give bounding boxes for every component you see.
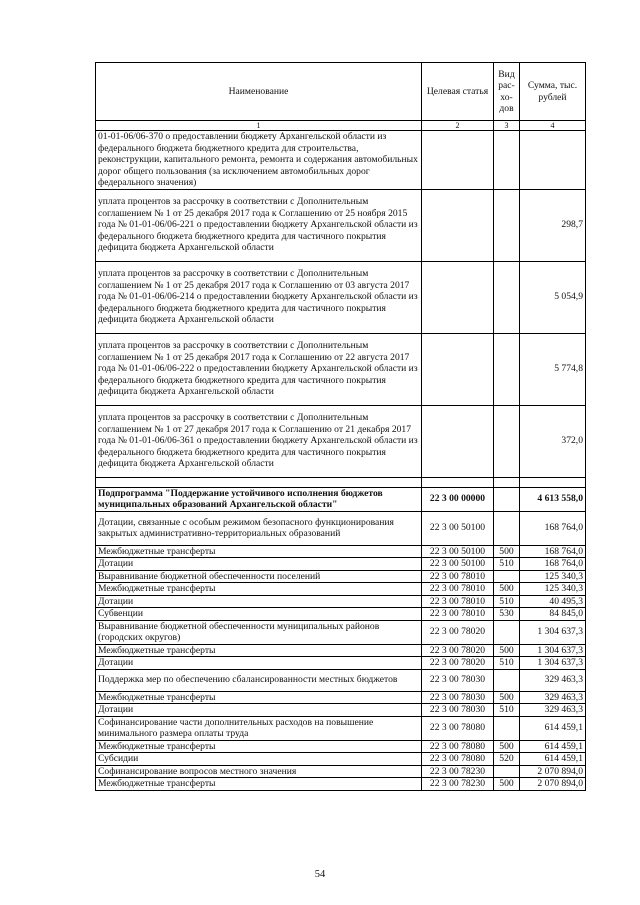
cell-type: 510 [494,657,520,670]
table-row [96,595,586,608]
table-row [96,669,586,691]
cell-code: 22 3 00 78010 [422,608,494,621]
cell-type: 500 [494,778,520,791]
cell-type: 500 [494,644,520,657]
cell-amount: 329 463,3 [520,669,586,691]
cell-type: 500 [494,691,520,704]
cell-type [494,487,520,511]
table-row [96,477,586,487]
cell-code [422,405,494,477]
cell-name: Дотации [96,595,422,608]
cell-type: 500 [494,583,520,596]
table-row [96,704,586,717]
cell-code: 22 3 00 78230 [422,765,494,778]
cell-type [494,620,520,644]
cell-name: уплата процентов за рассрочку в соответствии с Дополнительным соглашением № 1 от 25 декабря 2017 года к Соглашению от 03 августа 2017 года № 01-01-06/06-214 о предоставлении бюджету Архангельской области из федерального бюджета бюджетного кредита для частичного покрытия дефицита бюджета Архангельской области [96,261,422,333]
cell-name: Межбюджетные трансферты [96,644,422,657]
cell-amount: 298,7 [520,189,586,261]
cell-amount: 168 764,0 [520,545,586,558]
cell-amount: 4 613 558,0 [520,487,586,511]
cell-code: 22 3 00 78080 [422,740,494,753]
table-row [96,778,586,791]
cell-amount: 84 845,0 [520,608,586,621]
cell-name: Софинансирование вопросов местного значения [96,765,422,778]
cell-type [494,477,520,487]
cell-amount: 40 495,3 [520,595,586,608]
cell-amount: 1 304 637,3 [520,620,586,644]
cell-type: 530 [494,608,520,621]
cell-amount [520,477,586,487]
cell-type: 520 [494,753,520,766]
cell-amount: 125 340,3 [520,570,586,583]
cell-amount: 329 463,3 [520,704,586,717]
table-row [96,131,586,190]
table-row [96,657,586,670]
cell-name: Межбюджетные трансферты [96,740,422,753]
cell-type: 500 [494,545,520,558]
column-number-4: 4 [520,121,586,131]
column-number-3: 3 [494,121,520,131]
cell-type: 500 [494,740,520,753]
cell-amount [520,131,586,190]
cell-type: 510 [494,704,520,717]
cell-amount: 614 459,1 [520,753,586,766]
cell-code: 22 3 00 78020 [422,657,494,670]
table-row [96,545,586,558]
cell-name: Подпрограмма "Поддержание устойчивого исполнения бюджетов муниципальных образований Архангельской области" [96,487,422,511]
cell-type [494,261,520,333]
table-row [96,620,586,644]
cell-code: 22 3 00 78030 [422,704,494,717]
cell-amount: 614 459,1 [520,716,586,740]
table-row [96,487,586,511]
header-amount: Сумма, тыс. рублей [520,63,586,121]
cell-name: Дотации [96,704,422,717]
cell-code: 22 3 00 78230 [422,778,494,791]
cell-name: уплата процентов за рассрочку в соответствии с Дополнительным соглашением № 1 от 25 декабря 2017 года к Соглашению от 25 ноября 2015 года № 01-01-06/06-221 о предоставлении бюджету Архангельской области из федерального бюджета бюджетного кредита для частичного покрытия дефицита бюджета Архангельской области [96,189,422,261]
table-row [96,261,586,333]
table-row [96,189,586,261]
cell-name [96,477,422,487]
column-number-row [96,121,586,131]
cell-name: Дотации [96,558,422,571]
cell-name: Дотации, связанные с особым режимом безопасного функционирования закрытых административно-территориальных образований [96,511,422,545]
budget-table [95,62,586,791]
cell-code: 22 3 00 78010 [422,583,494,596]
cell-type [494,570,520,583]
cell-code: 22 3 00 78020 [422,644,494,657]
cell-type [494,765,520,778]
page-number: 54 [314,869,326,880]
table-row [96,644,586,657]
cell-name: Межбюджетные трансферты [96,691,422,704]
cell-name: Софинансирование части дополнительных расходов на повышение минимального размера оплаты труда [96,716,422,740]
cell-name: Субсидии [96,753,422,766]
cell-type: 510 [494,558,520,571]
table-row [96,608,586,621]
table-row [96,716,586,740]
cell-code [422,477,494,487]
cell-code: 22 3 00 78010 [422,595,494,608]
cell-amount: 614 459,1 [520,740,586,753]
cell-name: Субвенции [96,608,422,621]
table-row [96,765,586,778]
cell-amount: 168 764,0 [520,511,586,545]
cell-code: 22 3 00 50100 [422,558,494,571]
cell-type [494,669,520,691]
header-name: Наименование [96,63,422,121]
cell-amount: 2 070 894,0 [520,778,586,791]
table-row [96,691,586,704]
cell-name: Поддержка мер по обеспечению сбалансированности местных бюджетов [96,669,422,691]
cell-amount: 5 774,8 [520,333,586,405]
cell-name: 01-01-06/06-370 о предоставлении бюджету Архангельской области из федерального бюджета бюджетного кредита для строительства, реконструкции, капитального ремонта, ремонта и содержания автомобильных дорог общего пользования (за исключением автомобильных дорог федерального значения) [96,131,422,190]
cell-code: 22 3 00 78080 [422,753,494,766]
table-row [96,405,586,477]
cell-type: 510 [494,595,520,608]
column-number-2: 2 [422,121,494,131]
cell-code: 22 3 00 00000 [422,487,494,511]
cell-code [422,333,494,405]
cell-code: 22 3 00 78020 [422,620,494,644]
cell-name: уплата процентов за рассрочку в соответствии с Дополнительным соглашением № 1 от 25 декабря 2017 года к Соглашению от 22 августа 2017 года № 01-01-06/06-222 о предоставлении бюджету Архангельской области из федерального бюджета бюджетного кредита для частичного покрытия дефицита бюджета Архангельской области [96,333,422,405]
cell-amount: 125 340,3 [520,583,586,596]
table-row [96,570,586,583]
cell-type [494,716,520,740]
cell-type [494,405,520,477]
cell-name: Межбюджетные трансферты [96,583,422,596]
cell-code [422,131,494,190]
cell-amount: 5 054,9 [520,261,586,333]
cell-name: Межбюджетные трансферты [96,778,422,791]
column-number-1: 1 [96,121,422,131]
table-row [96,333,586,405]
cell-name: Выравнивание бюджетной обеспеченности поселений [96,570,422,583]
cell-amount: 329 463,3 [520,691,586,704]
cell-code: 22 3 00 78030 [422,669,494,691]
cell-name: Дотации [96,657,422,670]
cell-name: Выравнивание бюджетной обеспеченности муниципальных районов (городских округов) [96,620,422,644]
table-row [96,753,586,766]
cell-code [422,189,494,261]
cell-code: 22 3 00 50100 [422,511,494,545]
header-row [96,63,586,121]
table-row [96,583,586,596]
cell-code: 22 3 00 78030 [422,691,494,704]
cell-amount: 2 070 894,0 [520,765,586,778]
cell-code: 22 3 00 78010 [422,570,494,583]
cell-name: уплата процентов за рассрочку в соответствии с Дополнительным соглашением № 1 от 27 декабря 2017 года к Соглашению от 21 декабря 2017 года № 01-01-06/06-361 о предоставлении бюджету Архангельской области из федерального бюджета бюджетного кредита для частичного покрытия дефицита бюджета Архангельской области [96,405,422,477]
table-row [96,511,586,545]
table-body [96,131,586,791]
cell-type [494,131,520,190]
cell-code: 22 3 00 78080 [422,716,494,740]
cell-amount: 372,0 [520,405,586,477]
table-row [96,740,586,753]
cell-type [494,189,520,261]
cell-amount: 1 304 637,3 [520,657,586,670]
table-header [96,63,586,131]
cell-code: 22 3 00 50100 [422,545,494,558]
cell-name: Межбюджетные трансферты [96,545,422,558]
header-type: Вид рас-хо-дов [494,63,520,121]
cell-type [494,333,520,405]
table-row [96,558,586,571]
cell-code [422,261,494,333]
cell-amount: 1 304 637,3 [520,644,586,657]
cell-amount: 168 764,0 [520,558,586,571]
cell-type [494,511,520,545]
header-code: Целевая статья [422,63,494,121]
